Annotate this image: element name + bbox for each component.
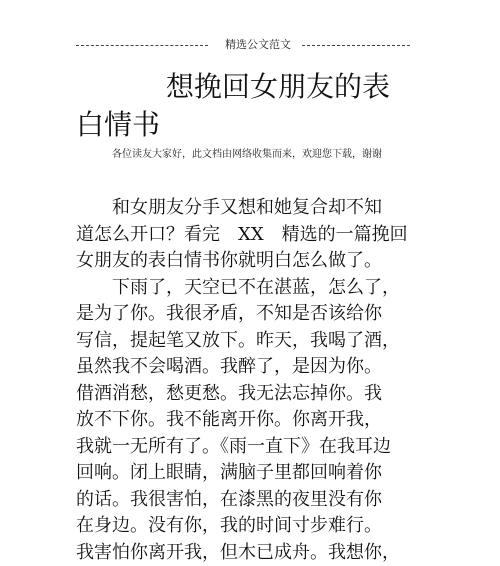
text-line: 道怎么开口？看完 XX 精选的一篇挽回 (76, 223, 408, 245)
paragraph (76, 275, 416, 566)
text-line: 放不下你。我不能离开你。你离开我， (76, 409, 382, 430)
text-line: 我就一无所有了。《雨一直下》在我耳边 (76, 435, 391, 457)
page-header (76, 38, 411, 52)
text-line: 借酒消愁，愁更愁。我无法忘掉你。我 (76, 382, 382, 404)
text-line: 回响。闭上眼睛，满脑子里都回响着你 (76, 462, 382, 483)
text-line: 在身边。没有你，我的时间寸步难行。 (76, 515, 382, 536)
header-dashed-rule-left (76, 45, 208, 46)
text-line: 虽然我不会喝酒。我醉了，是因为你。 (76, 356, 382, 377)
header-label: 精选公文范文 (225, 38, 291, 51)
document-body (76, 195, 416, 566)
text-line: 女朋友的表白情书你就明白怎么做了。 (76, 250, 382, 271)
document-title: 想挽回女朋友的表白情书 (76, 70, 391, 141)
paragraph (76, 195, 416, 275)
document-subtitle: 各位读友大家好，此文档由网络收集而来，欢迎您下载，谢谢 (112, 149, 382, 160)
text-line: 写信，提起笔又放下。昨天，我喝了酒， (76, 329, 400, 351)
text-line: 是为了你。我很矛盾，不知是否该给你 (76, 303, 382, 324)
text-line: 下雨了，天空已不在湛蓝，怎么了， (112, 276, 400, 298)
text-line: 和女朋友分手又想和她复合却不知 (112, 197, 382, 218)
text-line: 的话。我很害怕，在漆黑的夜里没有你 (76, 488, 382, 510)
header-dashed-rule-right (302, 45, 410, 46)
text-line: 我害怕你离开我，但木已成舟。我想你， (76, 541, 400, 563)
